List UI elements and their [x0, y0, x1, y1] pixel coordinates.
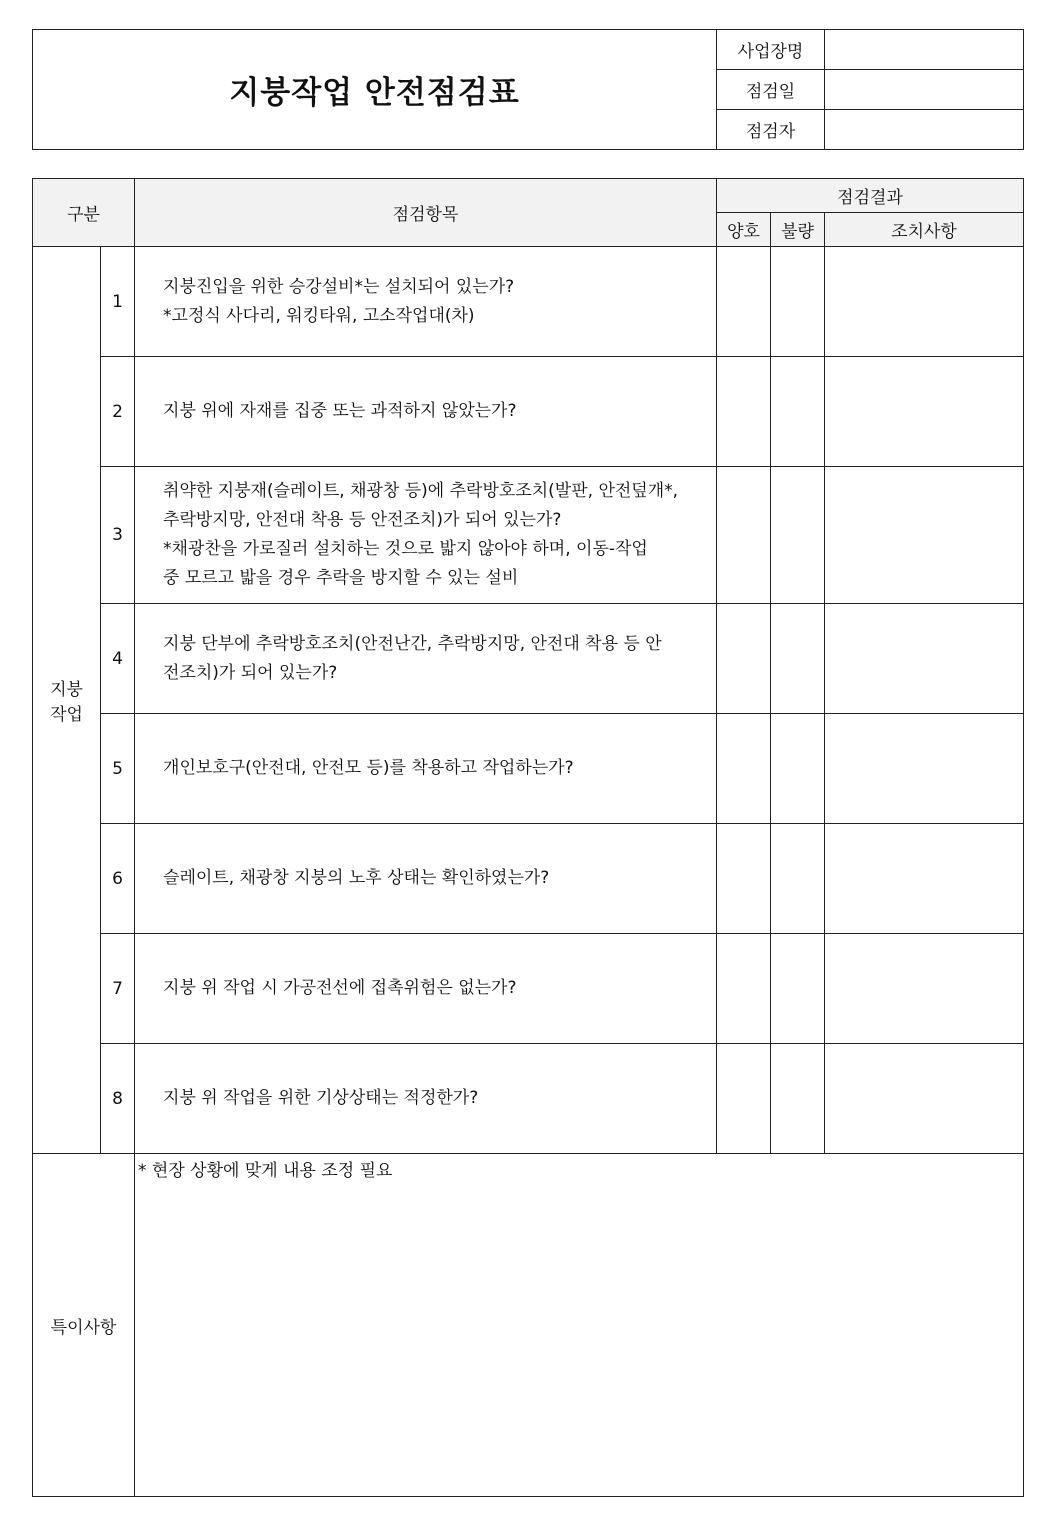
checklist-row [33, 247, 1024, 357]
good-cell[interactable] [717, 934, 771, 1044]
category-cell [33, 247, 101, 1154]
good-cell[interactable] [717, 604, 771, 714]
row-number: 1 [101, 247, 135, 357]
action-cell[interactable] [825, 467, 1024, 604]
action-cell[interactable] [825, 934, 1024, 1044]
business-name-label: 사업장명 [717, 30, 825, 70]
inspection-date-label: 점검일 [717, 70, 825, 110]
header-table [32, 29, 1024, 150]
good-cell[interactable] [717, 357, 771, 467]
checklist-row [33, 467, 1024, 604]
check-item: 슬레이트, 채광창 지붕의 노후 상태는 확인하였는가? [135, 824, 717, 934]
row-number: 4 [101, 604, 135, 714]
category-header: 구분 [33, 179, 135, 247]
check-item: 개인보호구(안전대, 안전모 등)를 착용하고 작업하는가? [135, 714, 717, 824]
good-cell[interactable] [717, 714, 771, 824]
action-cell[interactable] [825, 604, 1024, 714]
items-header: 점검항목 [135, 179, 717, 247]
check-item: 지붕 단부에 추락방호조치(안전난간, 추락방지망, 안전대 착용 등 안 전조치)가 되어 있는가? [135, 604, 717, 714]
checklist-table [32, 178, 1024, 1497]
action-header: 조치사항 [825, 213, 1024, 247]
check-item: 지붕 위 작업을 위한 기상상태는 적정한가? [135, 1044, 717, 1154]
checklist-row [33, 604, 1024, 714]
good-cell[interactable] [717, 824, 771, 934]
result-header: 점검결과 [717, 179, 1024, 213]
inspector-field[interactable] [825, 110, 1024, 150]
inspector-label: 점검자 [717, 110, 825, 150]
good-cell[interactable] [717, 1044, 771, 1154]
checklist-row [33, 1044, 1024, 1154]
bad-cell[interactable] [771, 247, 825, 357]
check-item: 지붕진입을 위한 승강설비*는 설치되어 있는가? *고정식 사다리, 워킹타워, 고소작업대(차) [135, 247, 717, 357]
action-cell[interactable] [825, 714, 1024, 824]
row-number: 7 [101, 934, 135, 1044]
good-cell[interactable] [717, 467, 771, 604]
remarks-note: * 현장 상황에 맞게 내용 조정 필요 [138, 1161, 393, 1181]
bad-cell[interactable] [771, 604, 825, 714]
remarks-label: 특이사항 [33, 1154, 135, 1497]
row-number: 5 [101, 714, 135, 824]
category-label-line2: 작업 [50, 705, 83, 725]
row-number: 2 [101, 357, 135, 467]
action-cell[interactable] [825, 357, 1024, 467]
category-label-line1: 지붕 [50, 680, 83, 700]
bad-cell[interactable] [771, 714, 825, 824]
check-item: 지붕 위에 자재를 집중 또는 과적하지 않았는가? [135, 357, 717, 467]
bad-cell[interactable] [771, 1044, 825, 1154]
bad-cell[interactable] [771, 467, 825, 604]
checklist-row [33, 824, 1024, 934]
row-number: 8 [101, 1044, 135, 1154]
action-cell[interactable] [825, 247, 1024, 357]
bad-cell[interactable] [771, 934, 825, 1044]
good-header: 양호 [717, 213, 771, 247]
remarks-row [33, 1154, 1024, 1497]
row-number: 6 [101, 824, 135, 934]
bad-header: 불량 [771, 213, 825, 247]
business-name-field[interactable] [825, 30, 1024, 70]
action-cell[interactable] [825, 824, 1024, 934]
bad-cell[interactable] [771, 357, 825, 467]
checklist-row [33, 934, 1024, 1044]
row-number: 3 [101, 467, 135, 604]
bad-cell[interactable] [771, 824, 825, 934]
checklist-row [33, 714, 1024, 824]
remarks-field[interactable] [135, 1154, 1024, 1497]
action-cell[interactable] [825, 1044, 1024, 1154]
inspection-date-field[interactable] [825, 70, 1024, 110]
checklist-row [33, 357, 1024, 467]
document-title: 지붕작업 안전점검표 [33, 30, 717, 150]
good-cell[interactable] [717, 247, 771, 357]
check-item: 취약한 지붕재(슬레이트, 채광창 등)에 추락방호조치(발판, 안전덮개*, 추락방지망, 안전대 착용 등 안전조치)가 되어 있는가? *채광찬을 가로질러 설치하는 것으로 밟지 않아야 하며, 이동-작업 중 모르고 밟을 경우 추락을 방지할 수 있는 설비 [135, 467, 717, 604]
check-item: 지붕 위 작업 시 가공전선에 접촉위험은 없는가? [135, 934, 717, 1044]
